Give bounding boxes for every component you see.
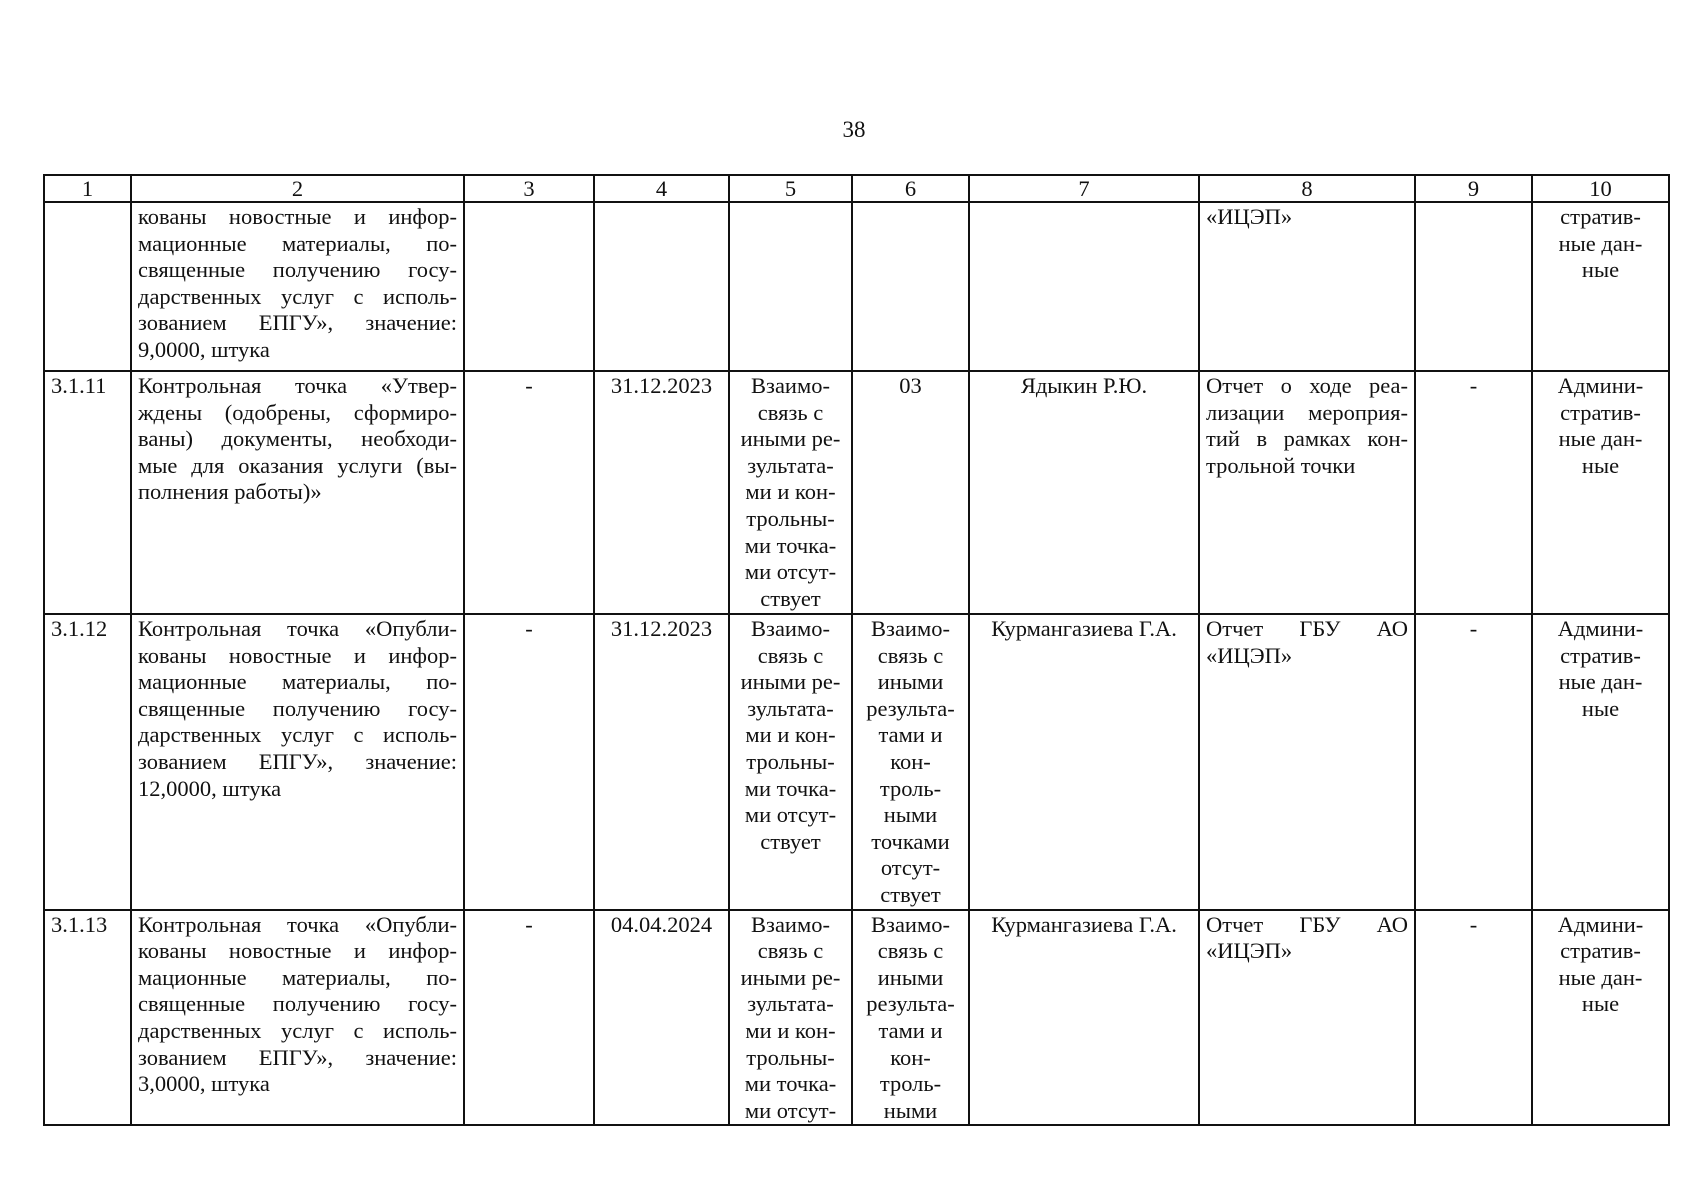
cell-line: лизации мероприя- bbox=[1206, 399, 1408, 425]
cell-line: ми точка- bbox=[744, 1071, 837, 1097]
column-6-cell bbox=[852, 614, 969, 910]
column-number-header-row bbox=[44, 175, 1669, 202]
cell-text: - bbox=[1469, 373, 1478, 398]
cell-line: 9,0000, штука bbox=[138, 336, 270, 362]
cell-text: 3.1.13 bbox=[51, 911, 108, 937]
cell-line: ные bbox=[1581, 695, 1620, 721]
cell-line: зультата- bbox=[747, 695, 834, 721]
data-source-cell bbox=[1532, 202, 1669, 371]
cell-line: иными ре- bbox=[740, 964, 841, 990]
data-source-cell bbox=[1532, 371, 1669, 614]
cell-line: ные дан- bbox=[1558, 964, 1643, 990]
cell-line: связь с bbox=[757, 642, 824, 668]
cell-line: связь с bbox=[757, 938, 824, 964]
cell-text: 04.04.2024 bbox=[610, 911, 713, 937]
cell-line: ствует bbox=[760, 585, 821, 611]
cell-line: связь с bbox=[757, 399, 824, 425]
cell-line: зультата- bbox=[747, 452, 834, 478]
responsible-cell bbox=[969, 910, 1199, 1126]
cell-text: - bbox=[525, 373, 533, 398]
cell-line: ные bbox=[1581, 991, 1620, 1017]
cell-line: результа- bbox=[866, 991, 955, 1017]
cell-line: трольной точки bbox=[1206, 452, 1356, 478]
cell-line: трольны- bbox=[746, 1044, 835, 1070]
cell-line: ваны) документы, необходи- bbox=[138, 426, 457, 452]
column-header: 9 bbox=[1415, 175, 1532, 202]
column-6-cell bbox=[852, 371, 969, 614]
column-header: 3 bbox=[464, 175, 594, 202]
cell-line: трольны- bbox=[746, 505, 835, 531]
cell-line: ми точка- bbox=[744, 775, 837, 801]
column-header: 6 bbox=[852, 175, 969, 202]
cell-line: отсут- bbox=[880, 855, 941, 881]
item-number-cell bbox=[44, 371, 131, 614]
item-number-cell bbox=[44, 614, 131, 910]
cell-line: ми и кон- bbox=[745, 722, 836, 748]
cell-line: дарственных услуг с исполь- bbox=[138, 1017, 457, 1043]
cell-line: Админи- bbox=[1557, 911, 1644, 937]
cell-line: иными bbox=[877, 964, 944, 990]
cell-line: мые для оказания услуги (вы- bbox=[138, 452, 457, 478]
cell-text: Курмангазиева Г.А. bbox=[991, 616, 1177, 641]
cell-text: Курмангазиева Г.А. bbox=[991, 911, 1177, 937]
cell-line: кон- bbox=[890, 748, 931, 774]
cell-line: 3,0000, штука bbox=[138, 1071, 270, 1097]
cell-line: кованы новостные и инфор- bbox=[138, 204, 457, 229]
cell-line: трольны- bbox=[746, 748, 835, 774]
cell-line: «ИЦЭП» bbox=[1206, 642, 1293, 668]
table-row bbox=[44, 910, 1669, 1126]
column-9-cell bbox=[1415, 614, 1532, 910]
cell-line: дарственных услуг с исполь- bbox=[138, 283, 457, 309]
table-row bbox=[44, 202, 1669, 371]
cell-line: стратив- bbox=[1560, 938, 1641, 964]
cell-line: кованы новостные и инфор- bbox=[138, 642, 457, 668]
cell-line: Админи- bbox=[1557, 373, 1644, 398]
cell-line: кон- bbox=[890, 1044, 931, 1070]
column-3-cell bbox=[464, 910, 594, 1126]
cell-line: связь с bbox=[877, 642, 944, 668]
date-cell bbox=[594, 371, 729, 614]
column-header: 1 bbox=[44, 175, 131, 202]
column-6-cell bbox=[852, 202, 969, 371]
cell-line: «ИЦЭП» bbox=[1206, 938, 1293, 964]
cell-line: зованием ЕПГУ», значение: bbox=[138, 1044, 457, 1070]
report-type-cell bbox=[1199, 202, 1415, 371]
cell-text: Ядыкин Р.Ю. bbox=[1020, 373, 1148, 398]
column-header: 5 bbox=[729, 175, 852, 202]
relation-cell bbox=[729, 202, 852, 371]
cell-line: зованием ЕПГУ», значение: bbox=[138, 310, 457, 336]
cell-line: мационные материалы, по- bbox=[138, 669, 457, 695]
column-header: 10 bbox=[1532, 175, 1669, 202]
cell-line: ными bbox=[883, 1097, 938, 1123]
cell-line: Взаимо- bbox=[871, 911, 950, 937]
date-cell bbox=[594, 910, 729, 1126]
schedule-table bbox=[43, 174, 1670, 1126]
cell-line: «ИЦЭП» bbox=[1206, 204, 1293, 229]
column-header: 2 bbox=[131, 175, 464, 202]
cell-line: Отчет ГБУ АО bbox=[1206, 616, 1408, 641]
item-number-cell bbox=[44, 202, 131, 371]
cell-text: 3.1.11 bbox=[51, 373, 107, 398]
cell-text: 31.12.2023 bbox=[610, 616, 713, 641]
checkpoint-name-cell bbox=[131, 202, 464, 371]
data-source-cell bbox=[1532, 910, 1669, 1126]
cell-line: священные получению госу- bbox=[138, 257, 457, 283]
cell-text: - bbox=[1469, 616, 1478, 641]
cell-line: 03 bbox=[899, 373, 922, 398]
cell-line: ствует bbox=[880, 881, 941, 907]
cell-text: - bbox=[525, 911, 533, 937]
cell-line: священные получению госу- bbox=[138, 991, 457, 1017]
cell-line: Взаимо- bbox=[751, 911, 830, 937]
cell-line: ми отсут- bbox=[744, 559, 837, 585]
checkpoint-name-cell bbox=[131, 910, 464, 1126]
cell-line: ми и кон- bbox=[745, 1017, 836, 1043]
cell-line: полнения работы)» bbox=[138, 479, 322, 505]
cell-line: Контрольная точка «Опубли- bbox=[138, 911, 457, 937]
page-number: 38 bbox=[842, 117, 866, 142]
cell-line: ными bbox=[883, 802, 938, 828]
item-number-cell bbox=[44, 910, 131, 1126]
checkpoint-name-cell bbox=[131, 371, 464, 614]
cell-line: ми отсут- bbox=[744, 1097, 837, 1123]
column-header: 7 bbox=[969, 175, 1199, 202]
cell-line: дарственных услуг с исполь- bbox=[138, 722, 457, 748]
cell-line: связь с bbox=[877, 938, 944, 964]
cell-line: тами и bbox=[878, 722, 943, 748]
report-type-cell bbox=[1199, 614, 1415, 910]
cell-line: иными ре- bbox=[740, 669, 841, 695]
date-cell bbox=[594, 202, 729, 371]
cell-line: Контрольная точка «Опубли- bbox=[138, 616, 457, 641]
cell-line: иными ре- bbox=[740, 426, 841, 452]
cell-text: 31.12.2023 bbox=[610, 373, 713, 398]
data-source-cell bbox=[1532, 614, 1669, 910]
column-9-cell bbox=[1415, 910, 1532, 1126]
cell-line: ждены (одобрены, сформиро- bbox=[138, 399, 457, 425]
cell-line: ные дан- bbox=[1558, 669, 1643, 695]
cell-line: ные дан- bbox=[1558, 230, 1643, 256]
cell-line: ми отсут- bbox=[744, 802, 837, 828]
table-row bbox=[44, 371, 1669, 614]
cell-line: Отчет ГБУ АО bbox=[1206, 911, 1408, 937]
column-header: 8 bbox=[1199, 175, 1415, 202]
column-3-cell bbox=[464, 202, 594, 371]
cell-line: зультата- bbox=[747, 991, 834, 1017]
cell-line: ные дан- bbox=[1558, 426, 1643, 452]
cell-line: ми точка- bbox=[744, 532, 837, 558]
checkpoint-name-cell bbox=[131, 614, 464, 910]
column-3-cell bbox=[464, 614, 594, 910]
cell-line: ные bbox=[1581, 452, 1620, 478]
column-9-cell bbox=[1415, 202, 1532, 371]
cell-line: ствует bbox=[760, 828, 821, 854]
cell-line: Взаимо- bbox=[751, 616, 830, 641]
responsible-cell bbox=[969, 202, 1199, 371]
cell-text: - bbox=[525, 616, 533, 641]
cell-line: ные bbox=[1581, 257, 1620, 283]
relation-cell bbox=[729, 371, 852, 614]
date-cell bbox=[594, 614, 729, 910]
cell-line: стратив- bbox=[1560, 204, 1641, 229]
cell-line: мационные материалы, по- bbox=[138, 964, 457, 990]
cell-line: Взаимо- bbox=[751, 373, 830, 398]
cell-line: Взаимо- bbox=[871, 616, 950, 641]
cell-line: 12,0000, штука bbox=[138, 775, 282, 801]
cell-line: ми и кон- bbox=[745, 479, 836, 505]
cell-line: стратив- bbox=[1560, 642, 1641, 668]
cell-line: мационные материалы, по- bbox=[138, 230, 457, 256]
cell-text: - bbox=[1469, 911, 1478, 937]
cell-line: Контрольная точка «Утвер- bbox=[138, 373, 457, 398]
cell-line: троль- bbox=[879, 775, 942, 801]
column-6-cell bbox=[852, 910, 969, 1126]
cell-line: Отчет о ходе реа- bbox=[1206, 373, 1408, 398]
cell-line: тами и bbox=[878, 1017, 943, 1043]
column-3-cell bbox=[464, 371, 594, 614]
cell-line: священные получению госу- bbox=[138, 695, 457, 721]
relation-cell bbox=[729, 910, 852, 1126]
relation-cell bbox=[729, 614, 852, 910]
cell-line: стратив- bbox=[1560, 399, 1641, 425]
cell-line: иными bbox=[877, 669, 944, 695]
responsible-cell bbox=[969, 371, 1199, 614]
cell-line: зованием ЕПГУ», значение: bbox=[138, 748, 457, 774]
cell-line: результа- bbox=[866, 695, 955, 721]
cell-line: точками bbox=[871, 828, 950, 854]
cell-text: 3.1.12 bbox=[51, 616, 108, 641]
report-type-cell bbox=[1199, 371, 1415, 614]
cell-line: кованы новостные и инфор- bbox=[138, 938, 457, 964]
cell-line: Админи- bbox=[1557, 616, 1644, 641]
table-row bbox=[44, 614, 1669, 910]
cell-line: троль- bbox=[879, 1071, 942, 1097]
responsible-cell bbox=[969, 614, 1199, 910]
column-header: 4 bbox=[594, 175, 729, 202]
cell-line: тий в рамках кон- bbox=[1206, 426, 1408, 452]
report-type-cell bbox=[1199, 910, 1415, 1126]
column-9-cell bbox=[1415, 371, 1532, 614]
